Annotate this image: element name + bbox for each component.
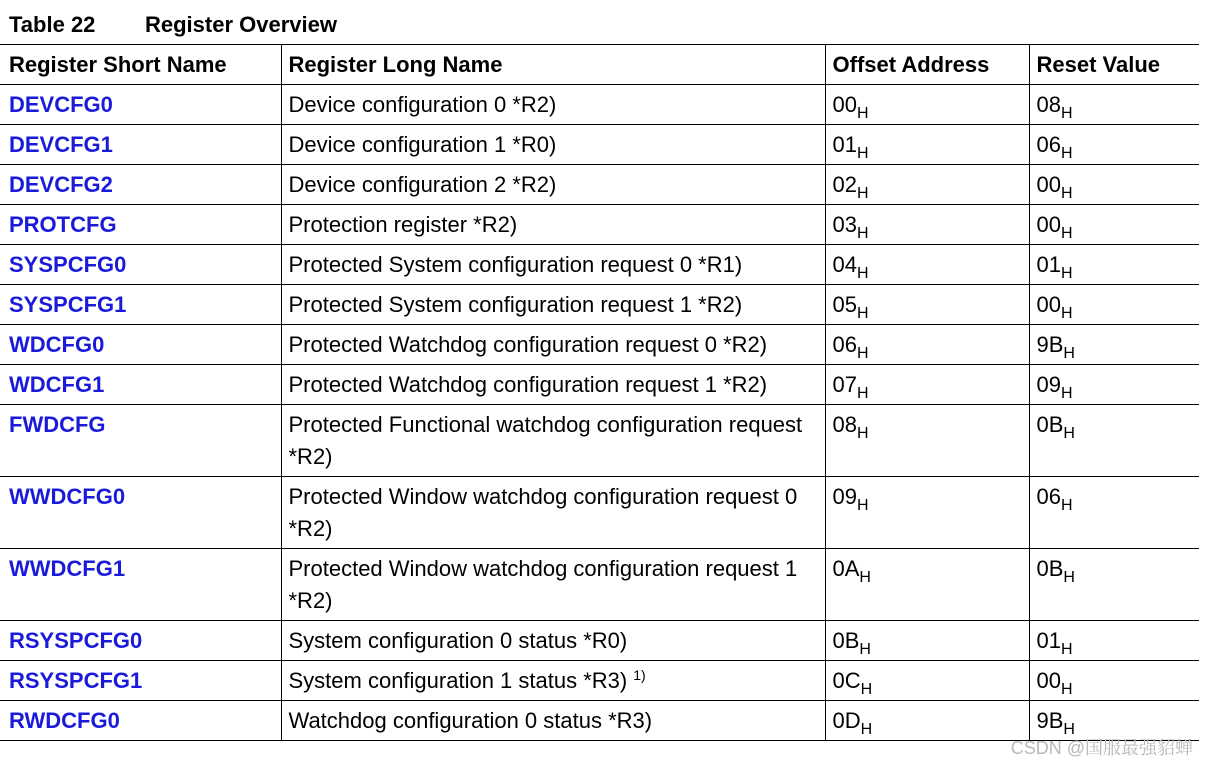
register-short-name-link[interactable]: FWDCFG xyxy=(0,405,281,477)
reset-value-value: 09 xyxy=(1036,372,1061,397)
table-row xyxy=(0,165,1199,205)
reset-value-value: 00 xyxy=(1036,292,1061,317)
table-row xyxy=(0,85,1199,125)
register-long-name-text: Protection register *R2) xyxy=(288,212,518,237)
register-short-name-link[interactable]: RSYSPCFG0 xyxy=(0,621,281,661)
offset-address xyxy=(825,245,1029,285)
table-row xyxy=(0,365,1199,405)
hex-suffix: H xyxy=(859,641,871,658)
table-row xyxy=(0,325,1199,365)
reset-value xyxy=(1029,205,1199,245)
register-long-name xyxy=(281,365,825,405)
table-row xyxy=(0,477,1199,549)
offset-address-value: 09 xyxy=(832,484,857,509)
table-number: Table 22 xyxy=(9,12,96,37)
reset-value-value: 08 xyxy=(1036,92,1061,117)
offset-address-value: 02 xyxy=(832,172,857,197)
offset-address xyxy=(825,165,1029,205)
reset-value-value: 0B xyxy=(1036,556,1064,581)
offset-address xyxy=(825,661,1029,701)
register-long-name xyxy=(281,701,825,741)
offset-address-value: 04 xyxy=(832,252,857,277)
register-long-name xyxy=(281,165,825,205)
offset-address xyxy=(825,405,1029,477)
register-short-name-link[interactable]: PROTCFG xyxy=(0,205,281,245)
offset-address-value: 08 xyxy=(832,412,857,437)
reset-value xyxy=(1029,549,1199,621)
hex-suffix: H xyxy=(859,569,871,586)
reset-value xyxy=(1029,365,1199,405)
header-reset-value: Reset Value xyxy=(1029,45,1199,85)
hex-suffix: H xyxy=(856,345,869,362)
footnote-marker: 1) xyxy=(633,667,646,683)
offset-address-value: 01 xyxy=(832,132,857,157)
header-offset-address: Offset Address xyxy=(825,45,1029,85)
hex-suffix: H xyxy=(1063,721,1075,738)
reset-value-value: 9B xyxy=(1036,332,1064,357)
reset-value xyxy=(1029,245,1199,285)
offset-address-value: 07 xyxy=(832,372,857,397)
register-long-name xyxy=(281,549,825,621)
register-long-name-text: System configuration 1 status *R3) xyxy=(288,668,628,693)
register-long-name xyxy=(281,85,825,125)
reset-value-value: 00 xyxy=(1036,172,1061,197)
hex-suffix: H xyxy=(856,145,869,162)
register-long-name-text: Protected Watchdog configuration request 0 *R2) xyxy=(288,332,768,357)
register-overview-table xyxy=(0,44,1199,741)
offset-address-value: 0D xyxy=(832,708,861,733)
offset-address xyxy=(825,477,1029,549)
register-long-name xyxy=(281,405,825,477)
offset-address xyxy=(825,325,1029,365)
offset-address xyxy=(825,365,1029,405)
hex-suffix: H xyxy=(856,265,869,282)
offset-address xyxy=(825,285,1029,325)
register-short-name-link[interactable]: WDCFG1 xyxy=(0,365,281,405)
reset-value xyxy=(1029,661,1199,701)
hex-suffix: H xyxy=(1060,185,1073,202)
table-row xyxy=(0,621,1199,661)
hex-suffix: H xyxy=(1063,569,1075,586)
hex-suffix: H xyxy=(1060,225,1073,242)
register-short-name-link[interactable]: SYSPCFG1 xyxy=(0,285,281,325)
reset-value-value: 00 xyxy=(1036,212,1061,237)
offset-address-value: 0C xyxy=(832,668,861,693)
register-short-name-link[interactable]: WDCFG0 xyxy=(0,325,281,365)
offset-address-value: 0B xyxy=(832,628,860,653)
register-short-name-link[interactable]: RSYSPCFG1 xyxy=(0,661,281,701)
register-short-name-link[interactable]: DEVCFG2 xyxy=(0,165,281,205)
register-long-name xyxy=(281,205,825,245)
hex-suffix: H xyxy=(856,225,869,242)
register-long-name-text: Protected Window watchdog configuration request 1 *R2) xyxy=(288,556,798,613)
hex-suffix: H xyxy=(860,681,873,698)
offset-address-value: 03 xyxy=(832,212,857,237)
offset-address-value: 0A xyxy=(832,556,860,581)
hex-suffix: H xyxy=(1060,145,1073,162)
hex-suffix: H xyxy=(1060,497,1073,514)
hex-suffix: H xyxy=(856,105,869,122)
reset-value-value: 0B xyxy=(1036,412,1064,437)
register-long-name xyxy=(281,125,825,165)
reset-value xyxy=(1029,477,1199,549)
reset-value-value: 06 xyxy=(1036,484,1061,509)
reset-value xyxy=(1029,125,1199,165)
offset-address xyxy=(825,85,1029,125)
offset-address xyxy=(825,701,1029,741)
register-long-name-text: Watchdog configuration 0 status *R3) xyxy=(288,708,653,733)
table-row xyxy=(0,549,1199,621)
register-long-name-text: Protected Watchdog configuration request 1 *R2) xyxy=(288,372,768,397)
register-short-name-link[interactable]: DEVCFG1 xyxy=(0,125,281,165)
reset-value-value: 00 xyxy=(1036,668,1061,693)
register-short-name-link[interactable]: RWDCFG0 xyxy=(0,701,281,741)
register-long-name xyxy=(281,245,825,285)
offset-address xyxy=(825,125,1029,165)
table-body xyxy=(0,85,1199,741)
register-long-name-text: Protected System configuration request 1 *R2) xyxy=(288,292,743,317)
header-short-name: Register Short Name xyxy=(0,45,281,85)
hex-suffix: H xyxy=(856,385,869,402)
offset-address xyxy=(825,549,1029,621)
hex-suffix: H xyxy=(1060,385,1073,402)
reset-value-value: 01 xyxy=(1036,252,1061,277)
offset-address xyxy=(825,205,1029,245)
reset-value-value: 06 xyxy=(1036,132,1061,157)
hex-suffix: H xyxy=(856,425,869,442)
table-header-row xyxy=(0,45,1199,85)
register-short-name-link[interactable]: DEVCFG0 xyxy=(0,85,281,125)
register-short-name-link[interactable]: WWDCFG0 xyxy=(0,477,281,549)
hex-suffix: H xyxy=(1060,105,1073,122)
register-long-name xyxy=(281,621,825,661)
table-row xyxy=(0,405,1199,477)
offset-address xyxy=(825,621,1029,661)
hex-suffix: H xyxy=(1063,345,1075,362)
register-long-name-text: Protected Functional watchdog configuration request *R2) xyxy=(288,412,803,469)
hex-suffix: H xyxy=(1060,305,1073,322)
register-long-name-text: Device configuration 1 *R0) xyxy=(288,132,557,157)
register-long-name xyxy=(281,285,825,325)
register-long-name-text: Device configuration 0 *R2) xyxy=(288,92,557,117)
offset-address-value: 00 xyxy=(832,92,857,117)
hex-suffix: H xyxy=(1060,265,1073,282)
reset-value xyxy=(1029,85,1199,125)
register-long-name xyxy=(281,325,825,365)
hex-suffix: H xyxy=(856,185,869,202)
table-row xyxy=(0,125,1199,165)
hex-suffix: H xyxy=(856,305,869,322)
header-long-name: Register Long Name xyxy=(281,45,825,85)
hex-suffix: H xyxy=(860,721,873,738)
register-long-name-text: Protected Window watchdog configuration request 0 *R2) xyxy=(288,484,798,541)
reset-value-value: 9B xyxy=(1036,708,1064,733)
table-title: Register Overview xyxy=(145,12,337,37)
table-row xyxy=(0,661,1199,701)
table-row xyxy=(0,285,1199,325)
reset-value xyxy=(1029,285,1199,325)
register-long-name xyxy=(281,661,825,701)
reset-value xyxy=(1029,165,1199,205)
watermark: CSDN @国服最强貂蝉 xyxy=(1010,738,1193,758)
hex-suffix: H xyxy=(1060,641,1073,658)
offset-address-value: 06 xyxy=(832,332,857,357)
table-caption xyxy=(9,10,337,40)
reset-value-value: 01 xyxy=(1036,628,1061,653)
table-row xyxy=(0,205,1199,245)
register-short-name-link[interactable]: WWDCFG1 xyxy=(0,549,281,621)
offset-address-value: 05 xyxy=(832,292,857,317)
reset-value xyxy=(1029,325,1199,365)
hex-suffix: H xyxy=(856,497,869,514)
register-long-name-text: Protected System configuration request 0 *R1) xyxy=(288,252,743,277)
register-long-name-text: System configuration 0 status *R0) xyxy=(288,628,628,653)
reset-value xyxy=(1029,621,1199,661)
hex-suffix: H xyxy=(1063,425,1075,442)
register-long-name-text: Device configuration 2 *R2) xyxy=(288,172,557,197)
table-row xyxy=(0,245,1199,285)
reset-value xyxy=(1029,405,1199,477)
register-short-name-link[interactable]: SYSPCFG0 xyxy=(0,245,281,285)
hex-suffix: H xyxy=(1060,681,1073,698)
register-long-name xyxy=(281,477,825,549)
